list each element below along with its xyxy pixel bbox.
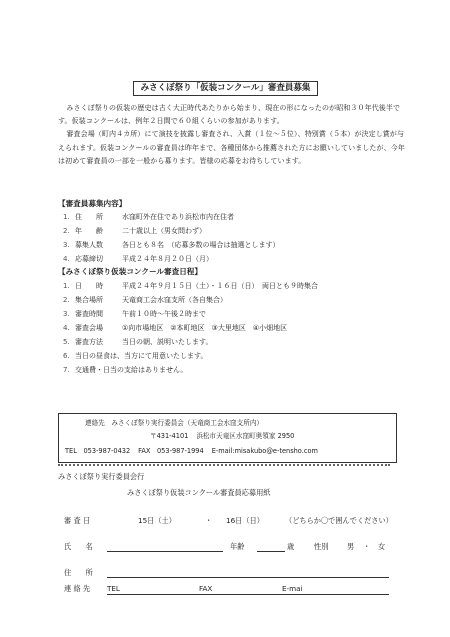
item-label: 審査会場 [75,324,103,332]
form-email-label: E-mai [282,584,303,593]
day-option-saturday[interactable]: 15日（土） [138,516,176,525]
intro-paragraph-2: 審査会場（町内４カ所）にて演技を披露し審査され、入賞（１位～５位）、特別賞（５本）が決定し賞が与えられます。仮装コンクールの審査員は昨年まで、各種団体から推薦された方にお願いしていましたが、今年は初めて審査員の一部を一般から募ります。皆様の応募をお待ちしています。 [58,130,405,165]
age-field[interactable] [257,551,285,552]
item-number: 2. [63,227,70,235]
item-number: 7. [63,366,70,374]
item-value: ①向市場地区 ②本町地区 ③大里地区 ④小畑地区 [122,324,288,332]
intro-paragraph-1: みさくぼ祭りの仮装の歴史は古く大正時代あたりから始まり、現在の形になったのが昭和３０年代後半です。仮装コンクールは、例年２日間で６０組くらいの参加があります。 [58,104,401,126]
item-value: 二十歳以上（男女問わず） [122,227,206,235]
sex-option-male[interactable]: 男 [347,542,355,551]
address-label: 住 所 [64,568,93,577]
address-field[interactable] [107,577,389,578]
age-label: 年齢 [230,542,245,551]
item-value: 午前１０時～午後２時まで [122,310,206,318]
item-value: 平成２４年８月２０日（月） [122,255,213,263]
cut-line-divider [58,464,390,466]
contact-organizer: 連絡先 みさくぼ祭り実行委員会（天竜商工会水窪支所内） [85,419,264,427]
contact-address: 浜松市天竜区水窪町奥領家 2950 [196,432,295,440]
recruit-heading: 【審査員募集内容】 [58,199,127,208]
contact-email: E-mail:misakubo@e-tensho.com [211,447,318,455]
sex-label: 性別 [314,542,329,551]
day-option-sunday[interactable]: 16日（日） [226,516,264,525]
item-value: 当日の朝、説明いたします。 [122,338,213,346]
contact-label: 連 絡 先 [64,584,91,593]
item-label: 募集人数 [75,241,103,249]
item-number: 1. [63,213,70,221]
day-instruction: （どちらか〇で囲んでください） [285,516,393,525]
contact-phone-line [65,445,326,457]
contact-field[interactable] [107,594,389,595]
item-label: 審査時間 [75,310,103,318]
intro-text [58,102,410,168]
form-fax-label: FAX [199,584,213,593]
form-title: みさくぼ祭り仮装コンクール審査員応募用紙 [127,488,271,497]
item-number: 3. [63,241,70,249]
judging-day-label: 審 査 日 [64,516,91,525]
item-number: 1. [63,282,70,290]
contact-box [58,413,397,463]
item-value: 各日とも８名 （応募多数の場合は抽選とします） [122,241,280,249]
name-field[interactable] [107,551,223,552]
sex-option-female[interactable]: 女 [378,542,386,551]
day-separator: ・ [205,516,213,525]
contact-tel: TEL 053-987-0432 [65,447,131,455]
postal-code: 〒431-4101 [150,432,189,440]
item-value: 平成２４年９月１５日（土）・１６日（日） 両日とも９時集合 [122,282,318,290]
item-value: 天竜商工会水窪支所（各自集合） [122,296,227,304]
note-text: 当日の昼食は、当方にて用意いたします。 [75,352,208,360]
contact-fax: FAX 053-987-1994 [138,447,204,455]
item-number: 5. [63,338,70,346]
form-tel-label: TEL [107,584,120,593]
note-text: 交通費・日当の支給はありません。 [75,366,188,374]
sex-separator: ・ [363,542,371,551]
item-label: 年 齢 [75,227,103,235]
item-number: 3. [63,310,70,318]
item-label: 審査方法 [75,338,103,346]
item-number: 4. [63,255,70,263]
item-label: 住 所 [75,213,103,221]
item-number: 6. [63,352,70,360]
item-number: 2. [63,296,70,304]
document-title: みさくぼ祭り「仮装コンクール」審査員募集 [133,81,318,96]
form-recipient: みさくぼ祭り実行委員会行 [58,472,145,481]
item-label: 日 時 [75,282,103,290]
item-number: 4. [63,324,70,332]
contact-address-line [150,430,302,442]
item-label: 集合場所 [75,296,103,304]
item-label: 応募締切 [75,255,103,263]
schedule-heading: 【みさくぼ祭り仮装コンクール審査日程】 [58,267,202,276]
age-unit: 歳 [287,542,295,551]
name-label: 氏 名 [64,542,93,551]
item-value: 水窪町外在住であり浜松市内在住者 [122,213,234,221]
